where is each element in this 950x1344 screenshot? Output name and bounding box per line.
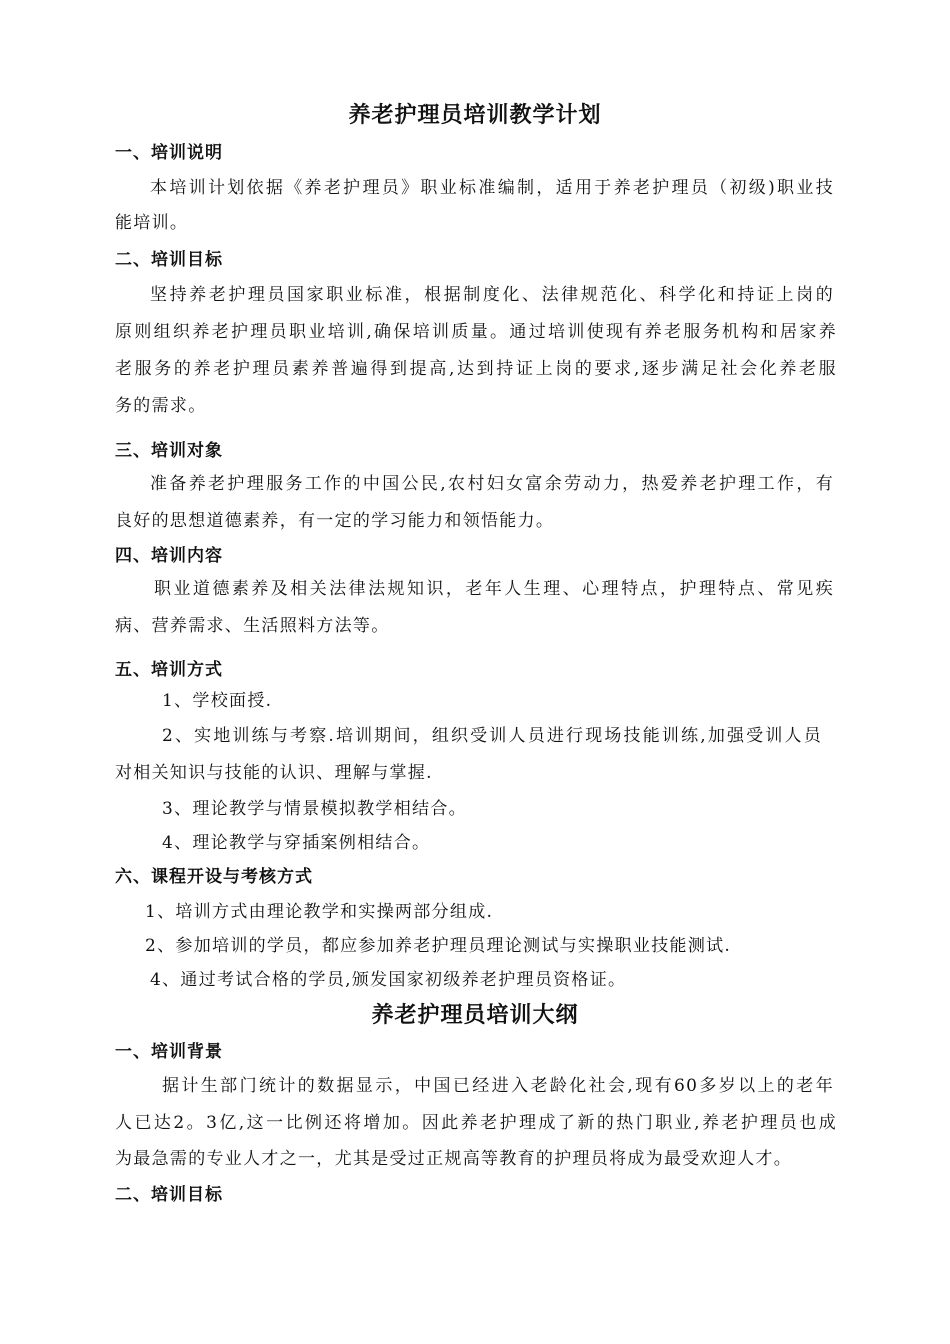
plan-section-3-line-1: 准备养老护理服务工作的中国公民,农村妇女富余劳动力，热爱养老护理工作，有: [150, 474, 834, 494]
plan-section-2-line-1: 坚持养老护理员国家职业标准，根据制度化、法律规范化、科学化和持证上岗的: [150, 285, 834, 305]
plan-section-5-line-5: 4、理论教学与穿插案例相结合。: [162, 833, 431, 853]
plan-section-3-heading: 三、培训对象: [115, 441, 223, 461]
plan-section-3-line-2: 良好的思想道德素养，有一定的学习能力和领悟能力。: [115, 511, 555, 531]
outline-section-2-heading: 二、培训目标: [115, 1185, 223, 1205]
outline-section-1-line-1: 据计生部门统计的数据显示，中国已经进入老龄化社会,现有60多岁以上的老年: [162, 1076, 834, 1096]
outline-section-1-line-3: 为最急需的专业人才之一，尤其是受过正规高等教育的护理员将成为最受欢迎人才。: [115, 1149, 793, 1169]
plan-section-5-line-3: 对相关知识与技能的认识、理解与掌握.: [115, 763, 433, 783]
outline-title: 养老护理员培训大纲: [371, 1003, 579, 1028]
plan-section-6-line-3: 4、通过考试合格的学员,颁发国家初级养老护理员资格证。: [150, 970, 627, 990]
plan-section-1-line-2: 能培训。: [115, 213, 189, 233]
plan-section-4-line-1: 职业道德素养及相关法律法规知识，老年人生理、心理特点，护理特点、常见疾: [154, 579, 834, 599]
plan-section-6-line-1: 1、培训方式由理论教学和实操两部分组成.: [145, 902, 494, 922]
plan-section-6-heading: 六、课程开设与考核方式: [115, 867, 313, 887]
plan-title: 养老护理员培训教学计划: [348, 103, 602, 128]
outline-section-1-heading: 一、培训背景: [115, 1042, 223, 1062]
plan-section-1-heading: 一、培训说明: [115, 143, 223, 163]
plan-section-1-line-1: 本培训计划依据《养老护理员》职业标准编制，适用于养老护理员（初级)职业技: [150, 178, 834, 198]
plan-section-5-line-4: 3、理论教学与情景模拟教学相结合。: [162, 799, 467, 819]
plan-section-4-heading: 四、培训内容: [115, 546, 223, 566]
plan-section-5-line-1: 1、学校面授.: [162, 691, 273, 711]
plan-section-6-line-2: 2、参加培训的学员，都应参加养老护理员理论测试与实操职业技能测试.: [145, 936, 732, 956]
plan-section-2-line-2: 原则组织养老护理员职业培训,确保培训质量。通过培训使现有养老服务机构和居家养: [115, 322, 837, 342]
plan-section-4-line-2: 病、营养需求、生活照料方法等。: [115, 616, 390, 636]
plan-section-2-heading: 二、培训目标: [115, 250, 223, 270]
plan-section-5-line-2: 2、实地训练与考察.培训期间，组织受训人员进行现场技能训练,加强受训人员: [162, 726, 822, 746]
outline-section-1-line-2: 人已达2。3亿,这一比例还将增加。因此养老护理成了新的热门职业,养老护理员也成: [115, 1113, 837, 1133]
plan-section-2-line-4: 务的需求。: [115, 396, 207, 416]
plan-section-2-line-3: 老服务的养老护理员素养普遍得到提高,达到持证上岗的要求,逐步满足社会化养老服: [115, 359, 837, 379]
plan-section-5-heading: 五、培训方式: [115, 660, 223, 680]
